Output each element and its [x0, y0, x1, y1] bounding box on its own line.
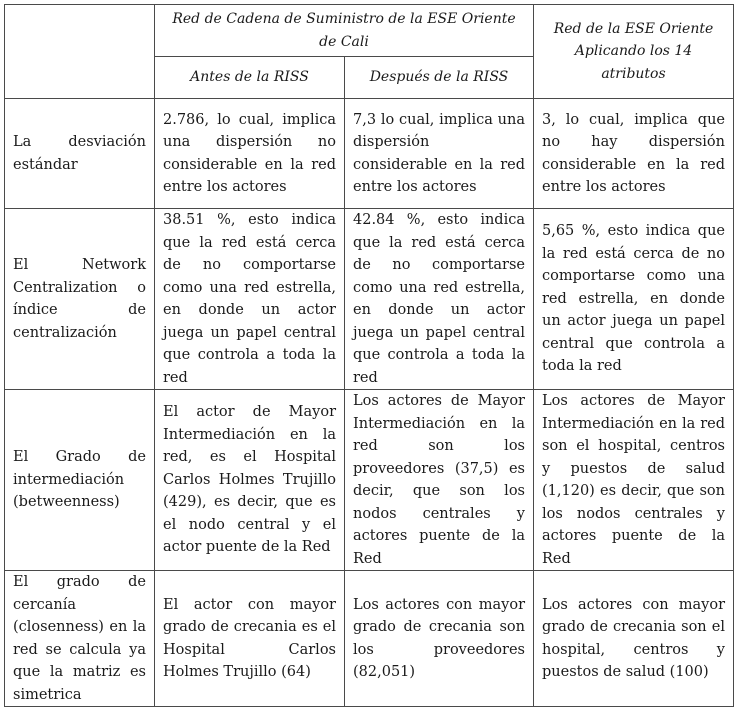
table-row-closeness	[5, 571, 734, 707]
header-supply-chain-network: Red de Cadena de Suministro de la ESE Oriente de Cali	[155, 5, 534, 57]
cell-ese-network: 3, lo cual, implica que no hay dispersión considerable en la red entre los actores	[534, 99, 734, 209]
header-before-riss: Antes de la RISS	[155, 57, 345, 99]
row-label: El Network Centralization o índice de centralización	[5, 209, 155, 390]
cell-ese-network: Los actores con mayor grado de crecania son el hospital, centros y puestos de salud (100)	[534, 571, 734, 707]
header-corner-cell	[5, 5, 155, 99]
header-row-top	[5, 5, 734, 57]
row-label: La desviación estándar	[5, 99, 155, 209]
cell-before-riss: El actor de Mayor Intermediación en la red, es el Hospital Carlos Holmes Trujillo (429), es decir, que es el nodo central y el actor puente de la Red	[155, 390, 345, 571]
cell-before-riss: 38.51 %, esto indica que la red está cerca de no comportarse como una red estrella, en donde un actor juega un papel central que controla a toda la red	[155, 209, 345, 390]
cell-after-riss: 7,3 lo cual, implica una dispersión considerable en la red entre los actores	[345, 99, 534, 209]
cell-before-riss: El actor con mayor grado de crecania es el Hospital Carlos Holmes Trujillo (64)	[155, 571, 345, 707]
cell-ese-network: Los actores de Mayor Intermediación en la red son el hospital, centros y puestos de salud (1,120) es decir, que son los nodos centrales y actores puente de la Red	[534, 390, 734, 571]
cell-after-riss: Los actores de Mayor Intermediación en la red son los proveedores (37,5) es decir, que son los nodos centrales y actores puente de la Red	[345, 390, 534, 571]
table-row-betweenness	[5, 390, 734, 571]
cell-before-riss: 2.786, lo cual, implica una dispersión no considerable en la red entre los actores	[155, 99, 345, 209]
table-row-standard-deviation	[5, 99, 734, 209]
cell-ese-network: 5,65 %, esto indica que la red está cerca de no comportarse como una red estrella, en donde un actor juega un papel central que controla a toda la red	[534, 209, 734, 390]
header-ese-network: Red de la ESE Oriente Aplicando los 14 atributos	[534, 5, 734, 99]
row-label: El Grado de intermediación (betweenness)	[5, 390, 155, 571]
cell-after-riss: Los actores con mayor grado de crecania son los proveedores (82,051)	[345, 571, 534, 707]
cell-after-riss: 42.84 %, esto indica que la red está cerca de no comportarse como una red estrella, en donde un actor juega un papel central que controla a toda la red	[345, 209, 534, 390]
comparison-table	[4, 4, 734, 707]
row-label: El grado de cercanía (closenness) en la red se calcula ya que la matriz es simetrica	[5, 571, 155, 707]
header-after-riss: Después de la RISS	[345, 57, 534, 99]
table-row-network-centralization	[5, 209, 734, 390]
